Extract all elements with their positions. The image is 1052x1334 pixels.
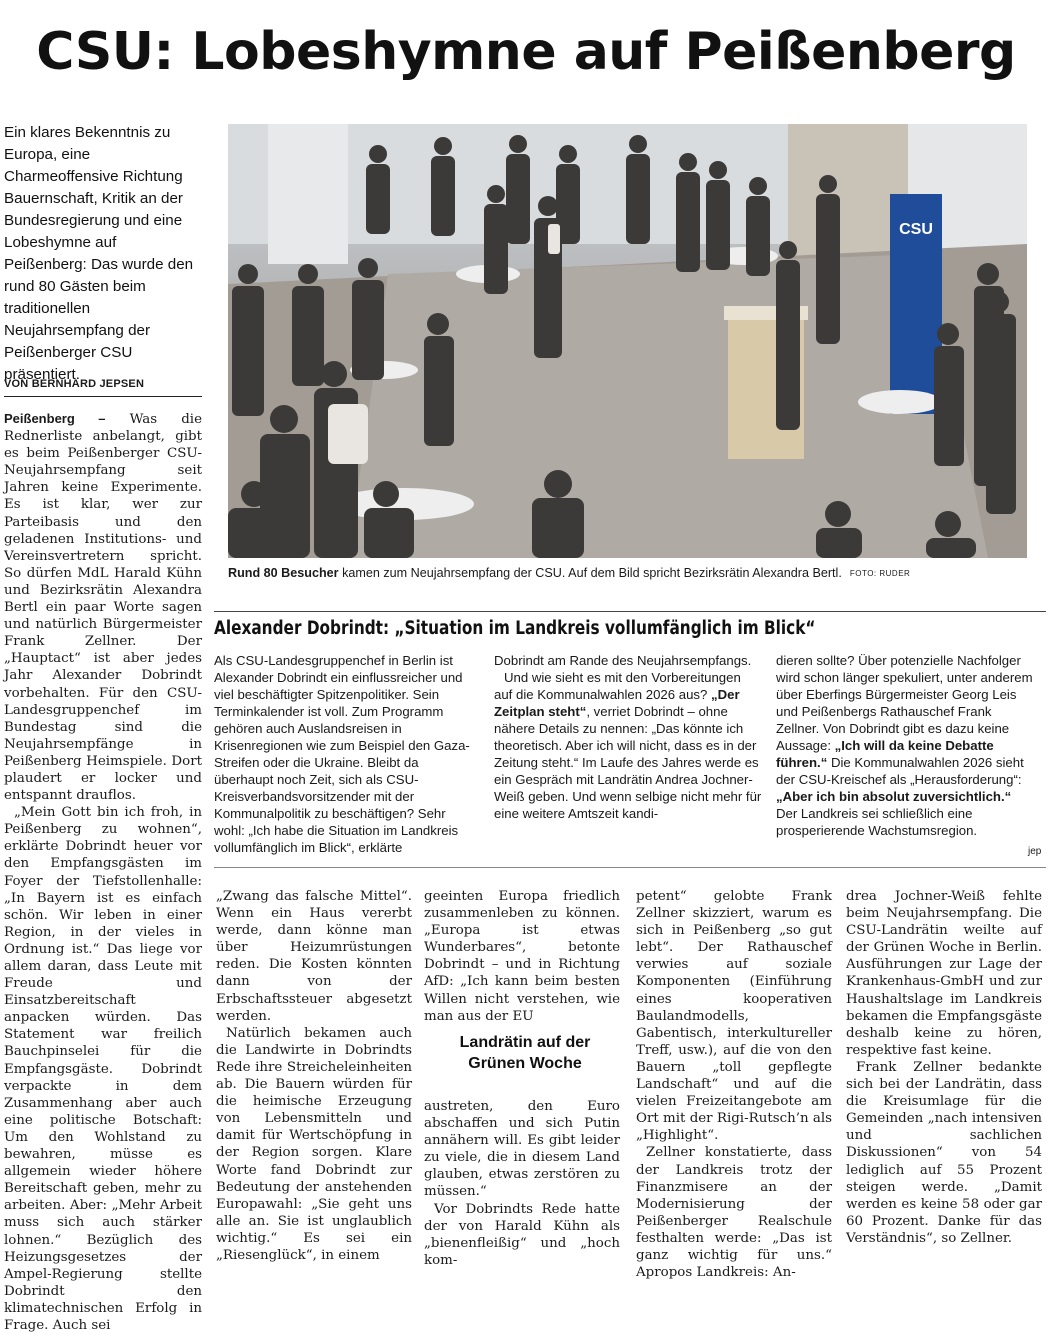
paragraph: Dobrindt am Rande des Neujahrsempfangs. <box>494 653 752 668</box>
text-run: Und wie sieht es mit den Vorbereitungen auf die Kommunalwahlen 2026 aus? <box>494 670 741 702</box>
paragraph: drea Jochner-Weiß fehlte beim Neujahrsempfang. Die CSU-Landrätin weilte auf der Grünen Woche in Berlin. Ausführungen zur Lage der Krankenhaus-GmbH und zur Haushaltslage im Landkreis bekamen die Empfangsgäste deshalb keine zu hören, respektive fast keine. <box>846 889 1042 1058</box>
headline: CSU: Lobeshymne auf Peißenberg <box>36 22 1016 82</box>
dateline: Peißenberg – <box>4 411 106 426</box>
paragraph: Als CSU-Landesgruppenchef in Berlin ist Alexander Dobrindt ein einflussreicher und viel beschäftigter Spitzenpolitiker. Sein Terminkalender ist voll. Zum Programm gehören auch Auslandsreisen in Krisenregionen wie zum Beispiel den Gaza-Streifen oder die Ukraine. Bleibt da überhaupt noch Zeit, sich als CSU-Kreisverbandsvorsitzender mit der Kommunalpolitik zu beschäftigen? Sehr wohl: „Ich habe die Situation im Landkreis vollumfänglich im Blick“, erklärte <box>214 653 470 855</box>
paragraph: geeinten Europa friedlich zusammenleben zu können. „Europa ist etwas Wunderbares“, betonte Dobrindt – und in Richtung AfD: „Ich kann beim besten Willen nicht verstehen, wie man aus der EU <box>424 889 620 1024</box>
box-subhead: Alexander Dobrindt: „Situation im Landkreis vollumfänglich im Blick“ <box>214 618 816 639</box>
intro-text: Ein klares Bekenntnis zu Europa, eine Charmeoffensive Richtung Bauernschaft, Kritik an der Bundesregierung und eine Lobeshymne auf Peißenberg: Das wurde den rund 80 Gästen beim traditionellen Neujahrsempfang der Peißenberger CSU präsentiert. <box>4 124 194 383</box>
divider <box>214 611 1046 612</box>
paragraph: austreten, den Euro abschaffen und sich Putin annähern will. Es gibt leider zu viele, die in diesem Land glauben, etwas zerstören zu müssen.“ <box>424 1099 620 1200</box>
photo-credit: FOTO: RUDER <box>849 569 911 578</box>
box-column-2 <box>494 652 762 822</box>
text-run: Die Kommunalwahlen 2026 sieht der CSU-Kreischef als „Herausforderung“: <box>776 755 1024 787</box>
bold-quote: „Der Zeitplan steht“ <box>494 687 740 719</box>
photo-caption <box>228 566 1028 580</box>
paragraph: petent“ gelobte Frank Zellner skizziert, warum es sich in Peißenberg „so gut lebt“. Der Rathauschef verwies auf soziale Komponenten (Einführung eines kooperativen Baulandmodells, Gabentisch, interkultureller Treff, usw.), auf die von den Bauern „toll gepflegte Landschaft“ und auf die vielen Freizeitangebote am Ort mit der Rigi-Rutsch’n als „Highlight“. <box>636 889 832 1144</box>
banner-text: CSU <box>899 221 933 238</box>
article-column-5 <box>846 888 1042 1247</box>
byline: VON BERNHARD JEPSEN <box>4 378 202 397</box>
text-run: dieren sollte? Über potenzielle Nachfolger wird schon länger spekuliert, unter anderem über Eberfings Bürgermeister Georg Leis und Peißenbergs Rathauschef Frank Zellner. Von Dobrindt gibt es dazu keine Aussage: <box>776 653 1033 753</box>
article-column-4 <box>636 888 832 1281</box>
text-run: , verriet Dobrindt – ohne nähere Details zu nennen: „Das könnte ich theoretisch. Aber ich will nicht, dass es in der Zeitung steht.“ Im Laufe des Jahres werde es ein Gespräch mit Landrätin Andrea Jochner-Weiß geben. Und wenn selbige nicht mehr für eine weitere Amtszeit kandi- <box>494 704 762 821</box>
divider <box>214 867 1046 868</box>
article-column-2 <box>216 888 412 1264</box>
author-signature: jep <box>1028 846 1042 857</box>
paragraph: Vor Dobrindts Rede hatte der von Harald Kühn als „bienenfleißig“ und „hoch kom- <box>424 1201 620 1268</box>
bold-quote: „Aber ich bin absolut zuversichtlich.“ <box>776 789 1012 804</box>
box-column-3 <box>776 652 1036 839</box>
article-column-3-continued <box>424 1098 620 1269</box>
paragraph: „Zwang das falsche Mittel“. Wenn ein Haus vererbt werde, dann könne man über Heizumrüstungen reden. Die Kosten könnten dann von der Erbschaftssteuer abgesetzt werden. <box>216 889 412 1024</box>
bold-quote: „Ich will da keine Debatte führen.“ <box>776 738 994 770</box>
box-column-1 <box>214 652 480 856</box>
caption-lead: Rund 80 Besucher <box>228 566 339 580</box>
paragraph: „Mein Gott bin ich froh, in Peißenberg zu wohnen“, erklärte Dobrindt heuer vor den Empfangsgästen im Foyer der Tiefstollenhalle: „In Bayern ist es einfach schön. Wir leben in einer Region, in der vieles in Ordnung ist.“ Das liege vor allem daran, dass Leute mit Freude und Einsatzbereitschaft anpacken würden. Das Statement war freilich Bauchpinselei für die Empfangsgäste. Dobrindt verpackte in dem Zusammenhang aber auch eine politische Botschaft: Um den Wohlstand zu bewahren, müsse es allgemein wieder höhere Bereitschaft geben, mehr zu arbeiten. Aber: „Mehr Arbeit muss sich auch stärker lohnen.“ Bezüglich des Heizungsgesetzes der Ampel-Regierung stellte Dobrindt den klimatechnischen Erfolg in Frage. Auch sei <box>4 805 202 1333</box>
paragraph: Zellner konstatierte, dass der Landkreis trotz der Finanzmisere an der Modernisierung der Peißenberger Realschule festhalten werde: „Das ist ganz wichtig für uns.“ Apropos Landkreis: An- <box>636 1145 832 1281</box>
text-run: Der Landkreis sei schließlich eine prosperierende Wachstumsregion. <box>776 806 978 838</box>
paragraph: Was die Rednerliste anbelangt, gibt es beim Peißenberger CSU-Neujahrsempfang seit Jahren keine Experimente. Es ist klar, wer zur Parteibasis und den geladenen Institutions- und Vereinsvertretern spricht. So dürfen MdL Harald Kühn und Bezirksrätin Alexandra Bertl ein paar Worte sagen und natürlich Bürgermeister Frank Zellner. Der „Hauptact“ ist aber jedes Jahr Alexander Dobrindt vorbehalten. Für den CSU-Landesgruppenchef im Bundestag sind die Neujahrsempfänge in Peißenberg Heimspiele. Dort plaudert er locker und entspannt drauflos. <box>4 412 202 804</box>
caption-text: kamen zum Neujahrsempfang der CSU. Auf dem Bild spricht Bezirksrätin Alexandra Bertl. <box>338 566 842 580</box>
article-column-3 <box>424 888 620 1025</box>
paragraph: Natürlich bekamen auch die Landwirte in Dobrindts Rede ihre Streicheleinheiten ab. Die Bauern würden für die heimische Erzeugung von Lebensmitteln und damit für Wertschöpfung in der Region sorgen. Klare Worte fand Dobrindt zur Bedeutung der anstehenden Europawahl: „Sie geht uns alle an. Sie ist unglaublich wichtig.“ Es sei ein „Riesenglück“, in einem <box>216 1025 412 1263</box>
section-heading: Landrätin auf der Grünen Woche <box>459 1034 591 1072</box>
event-photo <box>228 124 1027 558</box>
paragraph: Frank Zellner bedankte sich bei der Landrätin, dass die Kreisumlage für die Gemeinden „nach intensiven und sachlichen Diskussionen“ von 54 lediglich auf 55 Prozent steigen werde. „Damit werden es keine 58 oder gar 60 Prozent. Danke für das Verständnis“, so Zellner. <box>846 1059 1042 1246</box>
article-column-1 <box>4 410 202 1334</box>
